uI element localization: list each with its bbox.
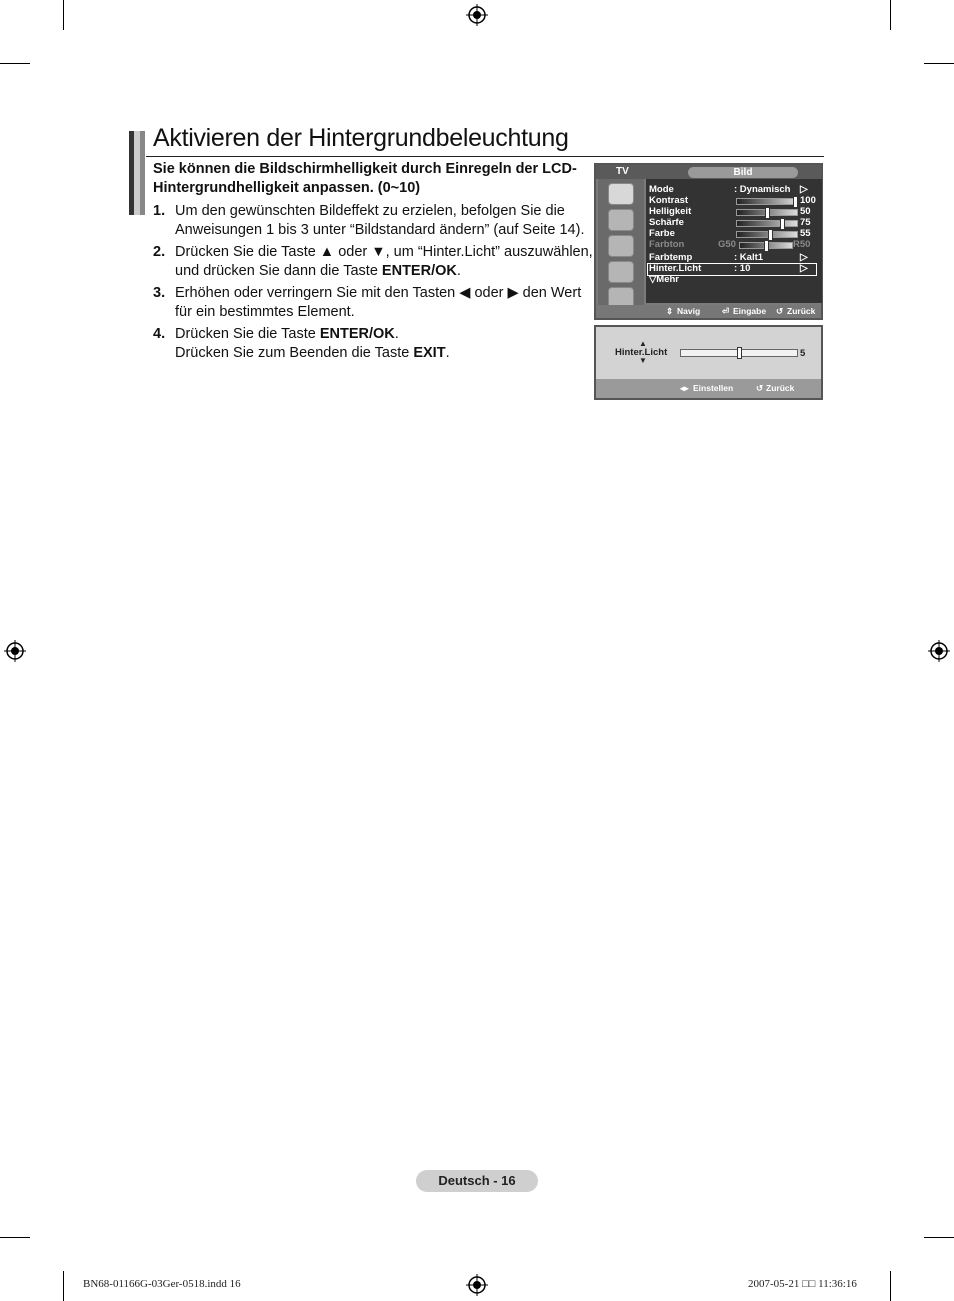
navig-icon: ⇕	[666, 306, 674, 316]
slider-panel	[596, 327, 821, 379]
menu-row-helligkeit[interactable]: Helligkeit	[649, 206, 692, 217]
step-text-part: Drücken Sie die Taste ▲ oder ▼, um “Hinter.Licht” auszuwählen, und drücken Sie dann die Taste	[175, 244, 593, 279]
menu-row-mehr[interactable]: ▽Mehr	[649, 274, 680, 285]
key-name: ENTER/OK	[381, 263, 457, 279]
farbe-bar[interactable]	[736, 231, 798, 238]
steps-list	[153, 202, 593, 366]
hinterlicht-label: Hinter.Licht	[615, 347, 668, 358]
menu-row-farbton[interactable]: Farbton	[649, 239, 685, 250]
page-number: Deutsch - 16	[416, 1170, 538, 1192]
step-number: 3.	[153, 285, 166, 301]
hinterlicht-slider-value: 5	[800, 348, 806, 359]
slider-footer	[596, 379, 821, 398]
farbe-value: 55	[800, 228, 811, 239]
slider-knob[interactable]	[765, 207, 770, 219]
zurueck-label: Zurück	[787, 306, 816, 316]
crop-mark	[0, 1237, 30, 1238]
setup-icon[interactable]	[608, 261, 634, 283]
registration-mark-icon	[4, 640, 26, 662]
triangle-down-icon: ▼	[639, 356, 647, 365]
tv-menu-hinterlicht	[594, 325, 823, 400]
helligkeit-bar[interactable]	[736, 209, 798, 216]
key-name: EXIT	[413, 345, 446, 361]
einstellen-label: Einstellen	[693, 383, 734, 393]
title-rule	[146, 156, 824, 157]
arrow-right-icon: ▷	[800, 252, 808, 263]
step-item	[153, 243, 593, 281]
step-text-part: .	[394, 326, 399, 342]
arrow-right-icon: ▷	[800, 263, 808, 274]
farbtemp-value: : Kalt1	[734, 252, 764, 263]
arrow-right-icon: ▷	[800, 184, 808, 195]
key-name: ENTER/OK	[319, 326, 395, 342]
return-icon: ↺	[756, 383, 764, 393]
sound-icon[interactable]	[608, 209, 634, 231]
farbton-right: R50	[793, 239, 811, 250]
registration-mark-icon	[466, 4, 488, 26]
picture-icon[interactable]	[608, 183, 634, 205]
menu-row-hinterlicht[interactable]: Hinter.Licht	[649, 263, 702, 274]
crop-mark	[890, 0, 891, 30]
menu-row-mode[interactable]: Mode	[649, 184, 674, 195]
step-number: 4.	[153, 326, 166, 342]
menu-footer	[596, 305, 821, 318]
hinterlicht-value: : 10	[734, 263, 751, 274]
enter-icon: ⏎	[722, 306, 730, 316]
step-number: 1.	[153, 203, 166, 219]
schaerfe-bar[interactable]	[736, 220, 798, 227]
left-right-icon: ◂▸	[680, 383, 689, 393]
slider-knob[interactable]	[793, 196, 798, 208]
step-text	[175, 325, 450, 363]
slug-file: BN68-01166G-03Ger-0518.indd 16	[83, 1278, 241, 1290]
zurueck-label: Zurück	[766, 383, 795, 393]
tab-bild[interactable]: Bild	[688, 167, 798, 178]
slider-knob[interactable]	[737, 347, 742, 359]
step-number: 2.	[153, 244, 166, 260]
step-text-part: Drücken Sie zum Beenden die Taste	[175, 345, 414, 361]
helligkeit-value: 50	[800, 206, 811, 217]
triangle-up-icon: ▲	[639, 339, 647, 348]
hinterlicht-slider[interactable]	[680, 349, 798, 357]
step-text	[175, 243, 593, 281]
crop-mark	[63, 1271, 64, 1301]
step-text: Erhöhen oder verringern Sie mit den Tasten ◀ oder ▶ den Wert für ein bestimmtes Element.	[175, 285, 582, 320]
tv-label: TV	[616, 166, 629, 177]
eingabe-label: Eingabe	[733, 306, 767, 316]
page-title: Aktivieren der Hintergrundbeleuchtung	[153, 124, 569, 152]
mode-value: : Dynamisch	[734, 184, 791, 195]
menu-row-farbe[interactable]: Farbe	[649, 228, 675, 239]
navig-label: Navig	[677, 306, 701, 316]
slider-knob[interactable]	[780, 218, 785, 230]
return-icon: ↺	[776, 306, 784, 316]
registration-mark-icon	[928, 640, 950, 662]
schaerfe-value: 75	[800, 217, 811, 228]
title-accent-bar	[129, 131, 145, 215]
step-text-part: .	[445, 345, 450, 361]
slider-knob[interactable]	[764, 240, 769, 252]
tv-menu-bild	[594, 163, 823, 320]
menu-topbar	[596, 165, 821, 179]
farbton-bar[interactable]	[739, 242, 793, 249]
step-text-part: Drücken Sie die Taste	[175, 326, 320, 342]
step-text: Um den gewünschten Bildeffekt zu erzielen, befolgen Sie die Anweisungen 1 bis 3 unter “Bildstandard ändern” (auf Seite 14).	[175, 203, 585, 238]
menu-content	[646, 179, 822, 303]
crop-mark	[890, 1271, 891, 1301]
kontrast-value: 100	[800, 195, 816, 206]
step-item	[153, 202, 593, 240]
channel-icon[interactable]	[608, 235, 634, 257]
step-text-part: .	[456, 263, 461, 279]
kontrast-bar[interactable]	[736, 198, 798, 205]
crop-mark	[924, 63, 954, 64]
menu-row-farbtemp[interactable]: Farbtemp	[649, 252, 693, 263]
crop-mark	[924, 1237, 954, 1238]
crop-mark	[63, 0, 64, 30]
step-item	[153, 284, 593, 322]
slug-date: 2007-05-21 □□ 11:36:16	[748, 1278, 857, 1290]
crop-mark	[0, 63, 30, 64]
step-item	[153, 325, 593, 363]
farbton-left: G50	[718, 239, 736, 250]
registration-mark-icon	[466, 1274, 488, 1296]
menu-sidebar	[598, 179, 644, 309]
menu-row-schaerfe[interactable]: Schärfe	[649, 217, 684, 228]
intro-text: Sie können die Bildschirmhelligkeit durch Einregeln der LCD-Hintergrundhelligkeit anpassen. (0~10)	[153, 161, 577, 196]
menu-row-kontrast[interactable]: Kontrast	[649, 195, 689, 206]
